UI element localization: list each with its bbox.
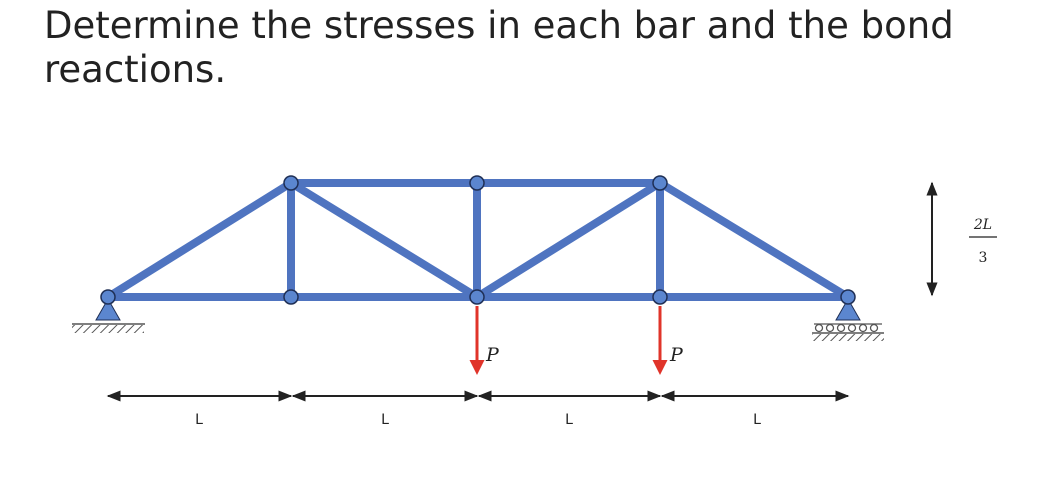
height-label — [969, 217, 997, 266]
joint — [101, 290, 115, 304]
joint — [284, 290, 298, 304]
height-label-denominator: 3 — [978, 250, 988, 266]
truss-bars — [108, 183, 848, 297]
left-end-diagonal — [108, 183, 291, 297]
height-label-numerator: 2L — [973, 217, 993, 233]
joint — [470, 290, 484, 304]
roller-support — [812, 299, 884, 341]
joint — [653, 290, 667, 304]
load-arrow-2 — [660, 306, 684, 372]
joint — [284, 176, 298, 190]
span-label-2: L — [381, 412, 389, 428]
span-label-1: L — [195, 412, 203, 428]
load-label-1: P — [486, 344, 499, 366]
joint — [841, 290, 855, 304]
joint — [470, 176, 484, 190]
inner-diagonal-left — [291, 183, 477, 297]
right-end-diagonal — [660, 183, 848, 297]
inner-diagonal-right — [477, 183, 660, 297]
span-label-3: L — [565, 412, 573, 428]
load-label-2: P — [670, 344, 683, 366]
load-arrow-1 — [477, 306, 500, 372]
joint — [653, 176, 667, 190]
span-label-4: L — [753, 412, 761, 428]
problem-statement: Determine the stresses in each bar and the bond reactions. — [44, 4, 954, 91]
